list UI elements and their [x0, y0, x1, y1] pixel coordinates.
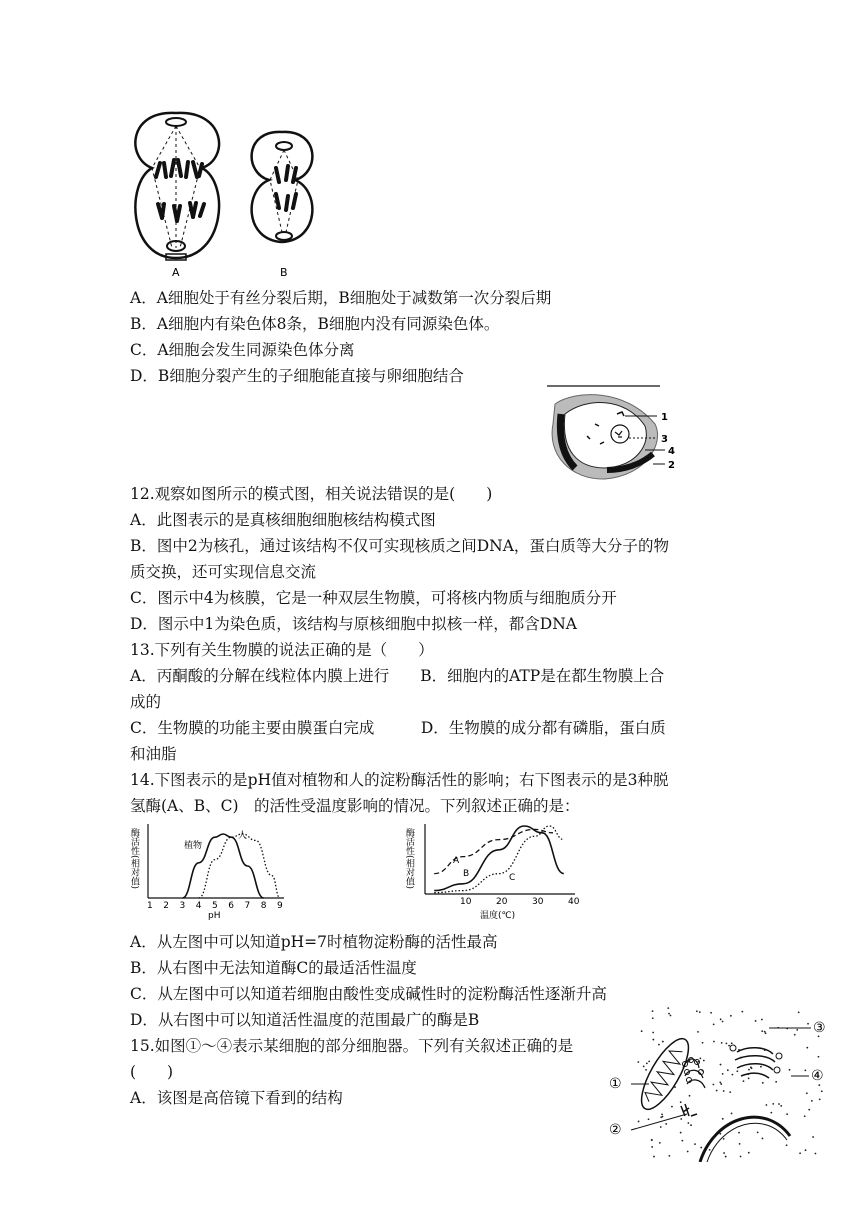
chart0-tick-label: 6 [228, 901, 234, 911]
ph-chart-series-name-human: 人 [238, 831, 248, 841]
cell-b-label: B [280, 266, 288, 279]
chart0-tick-label: 1 [147, 901, 153, 911]
cell-division-figure [130, 108, 330, 280]
nucleus-label-1: 1 [661, 412, 668, 423]
q13-option-cd: C．生物膜的功能主要由膜蛋白完成 D．生物膜的成分都有磷脂，蛋白质 [130, 719, 666, 737]
q15-stem: 15.如图①～④表示某细胞的部分细胞器。下列有关叙述正确的是 [130, 1037, 574, 1055]
organelle-figure [605, 1006, 835, 1162]
q13-option-b-cont: 成的 [130, 693, 162, 711]
chart0-tick-label: 3 [179, 901, 186, 911]
temperature-chart-svg [405, 818, 585, 922]
q11-option-b: B．A细胞内有染色体8条，B细胞内没有同源染色体。 [130, 315, 500, 333]
q12-option-d: D．图示中1为染色质，该结构与原核细胞中拟核一样，都含DNA [130, 615, 577, 633]
nucleus-drawing [545, 384, 680, 484]
nucleus-label-2: 2 [668, 460, 675, 471]
chart1-tick-label: 40 [568, 897, 580, 907]
temp-chart-series-name-c: C [509, 873, 516, 883]
chart0-tick-label: 8 [260, 901, 267, 911]
q13-stem: 13.下列有关生物膜的说法正确的是（ ） [130, 641, 434, 659]
chart0-series-line-1 [199, 834, 280, 898]
temperature-chart [405, 818, 585, 922]
chart0-tick-label: 7 [244, 901, 251, 911]
cell-a-label: A [172, 266, 180, 279]
q12-option-b-cont: 质交换，还可实现信息交流 [130, 563, 317, 581]
ph-chart [130, 818, 290, 922]
nucleus-figure [545, 384, 680, 484]
organelle-label-1: ① [609, 1076, 622, 1092]
q13-option-ab: A．丙酮酸的分解在线粒体内膜上进行 B．细胞内的ATP是在都生物膜上合 [130, 667, 665, 685]
cell-division-drawing [130, 108, 330, 280]
q14-option-b: B．从右图中无法知道酶C的最适活性温度 [130, 959, 417, 977]
nucleus-label-4: 4 [668, 446, 675, 457]
chart0-tick-label: 5 [212, 901, 218, 911]
chart0-tick-label: 9 [277, 901, 283, 911]
ph-chart-svg [130, 818, 290, 922]
chart1-tick-label: 30 [532, 897, 544, 907]
q12-stem: 12.观察如图所示的模式图，相关说法错误的是( ) [130, 485, 493, 503]
ph-chart-series-name-plant: 植物 [184, 841, 203, 851]
chart0-tick-label: 2 [163, 901, 169, 911]
chart1-tick-label: 10 [460, 897, 472, 907]
q12-option-c: C．图示中4为核膜，它是一种双层生物膜，可将核内物质与细胞质分开 [130, 589, 617, 607]
temp-chart-ylabel: 酶活性(相对值) [405, 828, 414, 890]
q11-option-a: A．A细胞处于有丝分裂后期，B细胞处于减数第一次分裂后期 [130, 289, 552, 307]
q14-stem-1: 14.下图表示的是pH值对植物和人的淀粉酶活性的影响；右下图表示的是3种脱 [130, 771, 669, 789]
temp-chart-xlabel: 温度(℃) [480, 911, 516, 921]
q11-option-c: C．A细胞会发生同源染色体分离 [130, 341, 355, 359]
temp-chart-series-name-a: A [453, 856, 460, 866]
q14-option-a: A．从左图中可以知道pH=7时植物淀粉酶的活性最高 [130, 933, 498, 951]
q14-option-d: D．从右图中可以知道活性温度的范围最广的酶是B [130, 1011, 480, 1029]
temp-chart-series-name-b: B [463, 869, 470, 879]
nucleus-label-3: 3 [661, 434, 668, 445]
q14-option-c: C．从左图中可以知道若细胞由酸性变成碱性时的淀粉酶活性逐渐升高 [130, 985, 607, 1003]
ph-chart-ylabel: 酶活性(相对值) [130, 828, 139, 890]
q13-option-d-cont: 和油脂 [130, 745, 177, 763]
q15-stem-2: ( ) [130, 1063, 174, 1081]
organelle-label-3: ③ [813, 1020, 826, 1036]
q12-option-b: B．图中2为核孔，通过该结构不仅可实现核质之间DNA，蛋白质等大分子的物 [130, 537, 669, 555]
chart0-tick-label: 4 [195, 901, 202, 911]
ph-chart-xlabel: pH [208, 911, 221, 921]
organelle-label-4: ④ [811, 1068, 824, 1084]
q14-stem-2: 氢酶(A、B、C) 的活性受温度影响的情况。下列叙述正确的是： [130, 797, 580, 815]
q12-option-a: A．此图表示的是真核细胞细胞核结构模式图 [130, 511, 436, 529]
chart1-tick-label: 20 [496, 897, 508, 907]
organelle-label-2: ② [609, 1122, 622, 1138]
q15-option-a: A．该图是高倍镜下看到的结构 [130, 1089, 343, 1107]
q11-option-d: D．B细胞分裂产生的子细胞能直接与卵细胞结合 [130, 367, 464, 385]
organelle-drawing [605, 1006, 835, 1162]
